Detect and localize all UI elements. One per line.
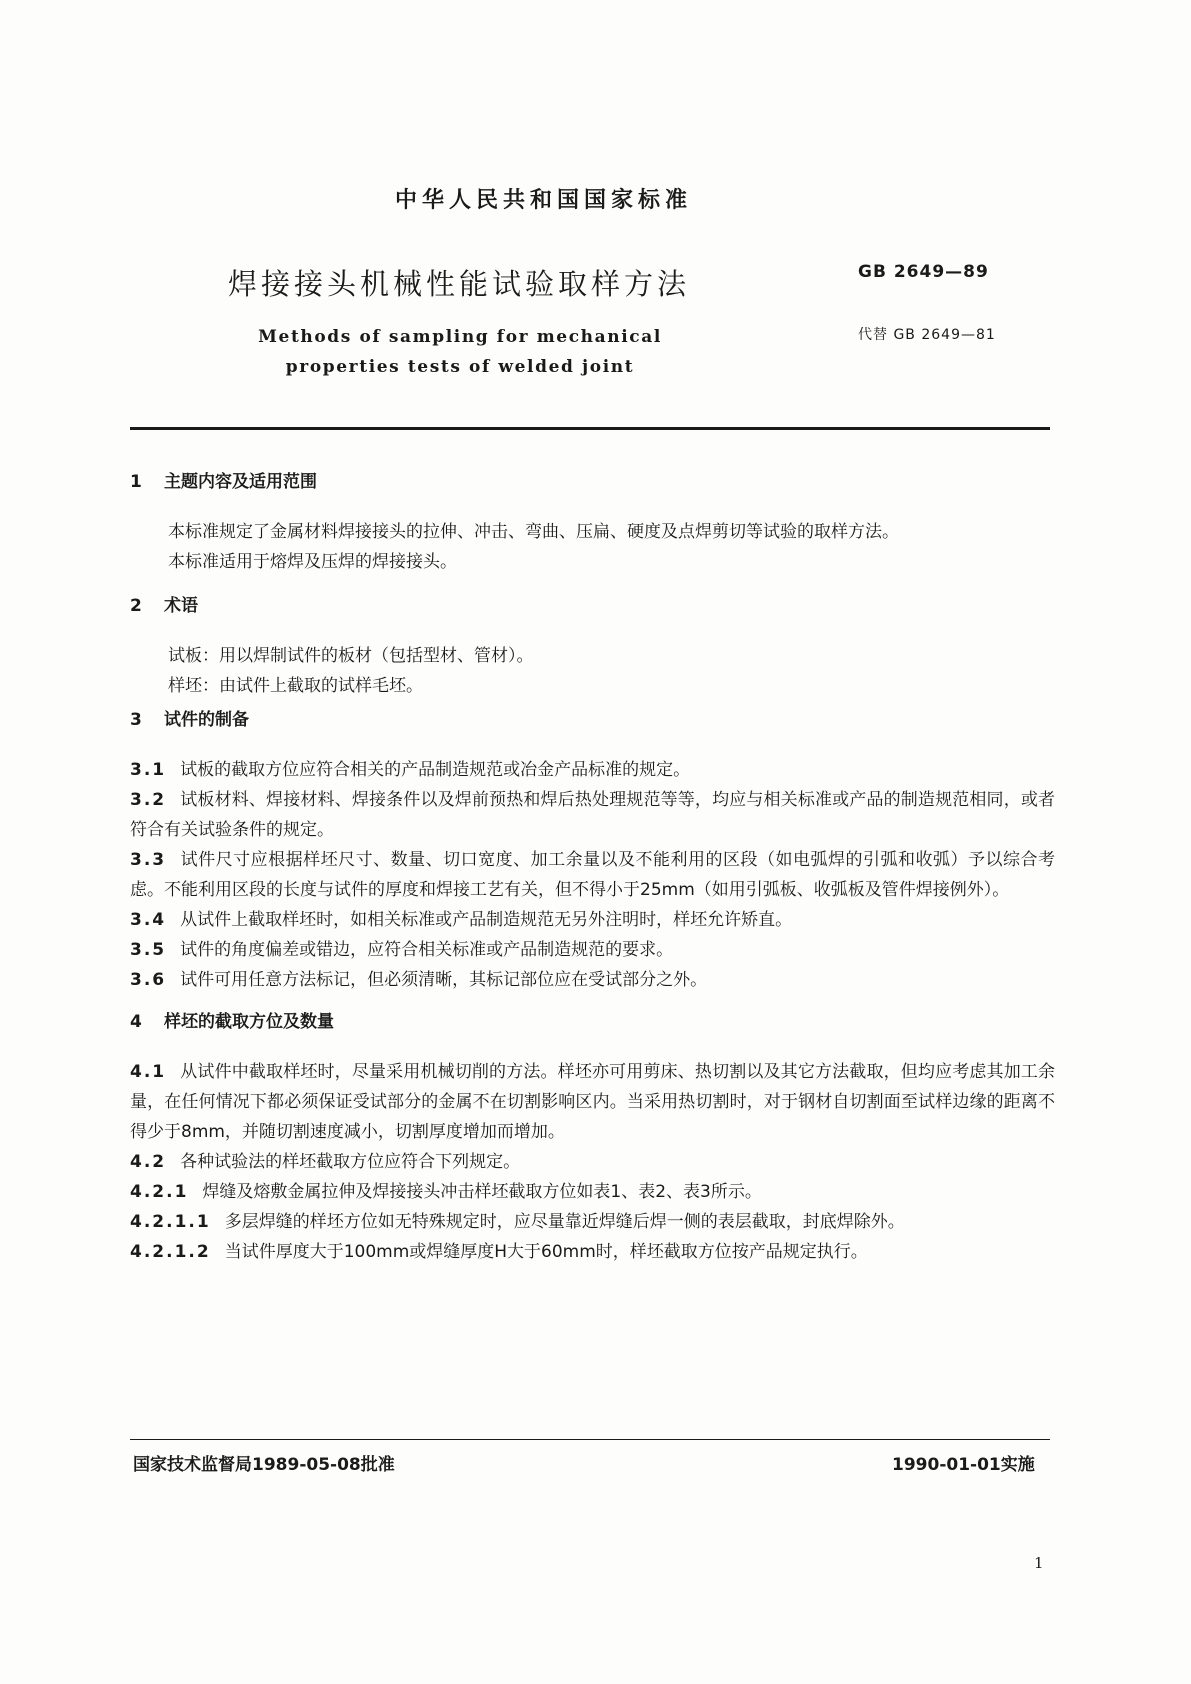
section-title: 主题内容及适用范围: [164, 472, 317, 492]
clause-text: 试件的角度偏差或错边，应符合相关标准或产品制造规范的要求。: [180, 940, 674, 960]
section-number: 1: [130, 472, 142, 492]
clause: [130, 935, 1055, 965]
clause-text: 试件尺寸应根据样坯尺寸、数量、切口宽度、加工余量以及不能利用的区段（如电弧焊的引弧和收弧）予以综合考虑。不能利用区段的长度与试件的厚度和焊接工艺有关，但不得小于25mm（如用引弧板、收弧板及管件焊接例外）。: [130, 850, 1055, 900]
clause-number: 4.2: [130, 1152, 167, 1172]
clause-text: 从试件中截取样坯时，尽量采用机械切削的方法。样坯亦可用剪床、热切割以及其它方法截取，但均应考虑其加工余量，在任何情况下都必须保证受试部分的金属不在切割影响区内。当采用热切割时，对于钢材自切割面至试样边缘的距离不得少于8mm，并随切割速度减小，切割厚度增加而增加。: [130, 1062, 1055, 1142]
clause: [130, 785, 1055, 845]
clause-number: 4.1: [130, 1062, 167, 1082]
footer-divider: [130, 1439, 1050, 1440]
clause-number: 3.1: [130, 760, 167, 780]
section-2-heading: [130, 591, 1055, 621]
document-title-cn: 焊接接头机械性能试验取样方法: [228, 267, 691, 301]
paragraph: 本标准适用于熔焊及压焊的焊接接头。: [168, 552, 457, 572]
page-number: 1: [1034, 1554, 1044, 1572]
term-definition: 试板：用以焊制试件的板材（包括型材、管材）。: [168, 646, 534, 666]
clause-text: 焊缝及熔敷金属拉伸及焊接接头冲击样坯截取方位如表1、表2、表3所示。: [202, 1182, 762, 1202]
clause: [130, 905, 1055, 935]
title-en-line-2: properties tests of welded joint: [285, 357, 635, 377]
clause: [130, 965, 1055, 995]
clause: [130, 1147, 1055, 1177]
document-body: [130, 467, 1055, 1267]
section-title: 样坯的截取方位及数量: [164, 1012, 334, 1032]
clause: [130, 1177, 1055, 1207]
clause: [130, 1057, 1055, 1147]
clause: [130, 845, 1055, 905]
clause-number: 3.6: [130, 970, 167, 990]
section-number: 3: [130, 710, 142, 730]
title-en-line-1: Methods of sampling for mechanical: [258, 327, 662, 347]
section-title: 术语: [164, 596, 198, 616]
effective-date: 1990-01-01实施: [892, 1455, 1035, 1475]
section-1-heading: [130, 467, 1055, 497]
approval-date: 国家技术监督局1989-05-08批准: [133, 1455, 395, 1475]
clause-text: 当试件厚度大于100mm或焊缝厚度H大于60mm时，样坯截取方位按产品规定执行。: [224, 1242, 868, 1262]
clause-number: 4.2.1.2: [130, 1242, 211, 1262]
document-title-en: [240, 322, 680, 382]
section-number: 4: [130, 1012, 142, 1032]
clause: [130, 1207, 1055, 1237]
clause-number: 4.2.1.1: [130, 1212, 211, 1232]
clause: [130, 1237, 1055, 1267]
clause-text: 各种试验法的样坯截取方位应符合下列规定。: [180, 1152, 521, 1172]
clause-text: 试件可用任意方法标记，但必须清晰，其标记部位应在受试部分之外。: [180, 970, 708, 990]
clause-number: 3.4: [130, 910, 167, 930]
section-number: 2: [130, 596, 142, 616]
clause-number: 3.5: [130, 940, 167, 960]
clause-text: 试板材料、焊接材料、焊接条件以及焊前预热和焊后热处理规范等等，均应与相关标准或产品的制造规范相同，或者符合有关试验条件的规定。: [130, 790, 1055, 840]
section-title: 试件的制备: [164, 710, 249, 730]
section-3-heading: [130, 705, 1055, 735]
clause-number: 3.2: [130, 790, 167, 810]
replaces-note: 代替 GB 2649—81: [858, 327, 996, 343]
header-divider: [130, 427, 1050, 430]
term-definition: 样坯：由试件上截取的试样毛坯。: [168, 676, 423, 696]
clause: [130, 755, 1055, 785]
section-4-heading: [130, 1007, 1055, 1037]
paragraph: 本标准规定了金属材料焊接接头的拉伸、冲击、弯曲、压扁、硬度及点焊剪切等试验的取样方法。: [168, 522, 899, 542]
national-standard-heading: 中华人民共和国国家标准: [394, 188, 692, 213]
clause-text: 试板的截取方位应符合相关的产品制造规范或冶金产品标准的规定。: [180, 760, 691, 780]
clause-number: 3.3: [130, 850, 167, 870]
clause-number: 4.2.1: [130, 1182, 189, 1202]
clause-text: 从试件上截取样坯时，如相关标准或产品制造规范无另外注明时，样坯允许矫直。: [180, 910, 793, 930]
standard-code: GB 2649—89: [858, 262, 989, 282]
clause-text: 多层焊缝的样坯方位如无特殊规定时，应尽量靠近焊缝后焊一侧的表层截取，封底焊除外。: [224, 1212, 905, 1232]
